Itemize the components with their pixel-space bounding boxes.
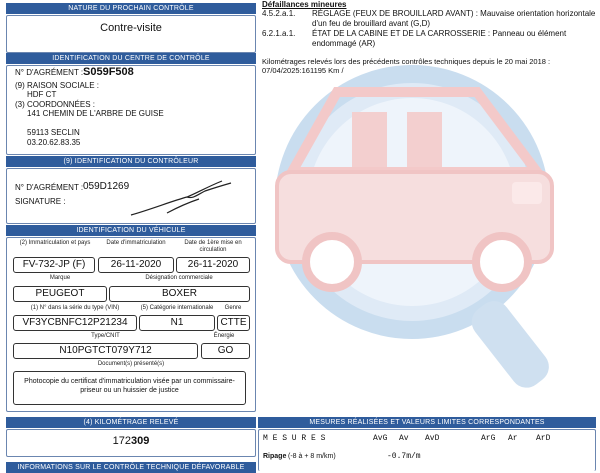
vin-label: (1) N° dans la série du type (VIN): [30, 305, 120, 311]
controleur-agrement-label: N° D'AGRÉMENT :: [15, 183, 84, 192]
marque-field: PEUGEOT: [13, 286, 107, 302]
col-avg: AvG: [373, 434, 388, 443]
vehicule-header: IDENTIFICATION DU VÉHICULE: [6, 225, 256, 236]
col-avd: AvD: [425, 434, 440, 443]
documents-label: Document(s) présenté(s): [97, 361, 165, 367]
energie-field: GO: [201, 343, 250, 359]
centre-agrement-label: N° D'AGRÉMENT :: [15, 68, 84, 77]
kilometrage-box: [6, 429, 256, 457]
ripage-range: (-8 à + 8 m/km): [288, 453, 336, 460]
kilometrage-header: (4) KILOMÉTRAGE RELEVÉ: [6, 417, 256, 428]
designation-field: BOXER: [109, 286, 250, 302]
categorie-label: (5) Catégorie internationale: [140, 305, 214, 311]
centre-header: IDENTIFICATION DU CENTRE DE CONTRÔLE: [6, 53, 256, 64]
next-control-header: NATURE DU PROCHAIN CONTRÔLE: [6, 3, 256, 14]
col-ard: ArD: [536, 434, 551, 443]
centre-coord-label: (3) COORDONNÉES :: [15, 100, 96, 109]
mesures-header: MESURES RÉALISÉES ET VALEURS LIMITES CORRESPONDANTES: [258, 417, 596, 428]
km-history-line2: 07/04/2025:161195 Km /: [262, 66, 344, 75]
centre-phone: 03.20.62.83.35: [27, 138, 81, 147]
defect-code: 4.5.2.a.1.: [262, 9, 296, 18]
km-history-line1: Kilométrages relevés lors des précédents contrôles techniques depuis le 20 mai 2018 :: [262, 57, 551, 66]
kilometrage-value: [7, 435, 255, 447]
signature-label: SIGNATURE :: [15, 197, 66, 206]
defect-text: RÉGLAGE (FEUX DE BROUILLARD AVANT) : Mauvaise orientation horizontale: [312, 9, 596, 18]
next-control-value: Contre-visite: [100, 22, 162, 34]
car-magnifier-watermark-icon: [262, 52, 592, 402]
designation-label: Désignation commerciale: [145, 275, 213, 281]
col-ar: Ar: [508, 434, 518, 443]
immat-field: FV-732-JP (F): [13, 257, 95, 273]
kilometrage-value-main: 172: [112, 435, 131, 447]
kilometrage-value-tail: 309: [131, 435, 150, 447]
centre-raison-label: (9) RAISON SOCIALE :: [15, 81, 100, 90]
centre-raison-value: HDF CT: [27, 90, 57, 99]
mesures-title: M E S U R E S: [263, 434, 326, 443]
next-control-box: [6, 15, 256, 53]
energie-label: Énergie: [213, 333, 235, 339]
vin-field: VF3YCBNFC12P21234: [13, 315, 137, 331]
col-av: Av: [399, 434, 409, 443]
centre-box: [6, 65, 256, 155]
mesures-box: [258, 429, 596, 471]
type-field: N10PGTCT079Y712: [13, 343, 198, 359]
defect-code: 6.2.1.a.1.: [262, 29, 296, 38]
genre-label: Genre: [224, 305, 242, 311]
date-circ-field: 26-11-2020: [176, 257, 250, 273]
defect-item-1: [262, 9, 596, 18]
marque-label: Marque: [49, 275, 71, 281]
col-arg: ArG: [481, 434, 496, 443]
date-immat-label: Date d'immatriculation: [106, 240, 166, 246]
signature-icon: [127, 175, 237, 219]
controleur-box: [6, 168, 256, 224]
defect-item-2: [262, 29, 596, 38]
ripage-label: Ripage: [263, 453, 287, 460]
immat-label: (2) Immatriculation et pays: [19, 240, 91, 246]
ripage-value: -0.7m/m: [387, 452, 421, 461]
documents-field: Photocopie du certificat d'immatriculation visée par un commissaire-priseur ou un huissier de justice: [13, 371, 246, 405]
centre-address2: 59113 SECLIN: [27, 128, 80, 137]
defect-item-2-line2: endommagé (AR): [312, 39, 376, 48]
date-circ-label: Date de 1ère mise en circulation: [184, 240, 242, 253]
defects-title: Défaillances mineures: [262, 0, 347, 9]
categorie-field: N1: [139, 315, 215, 331]
defect-text: ÉTAT DE LA CABINE ET DE LA CARROSSERIE : Panneau ou élément: [312, 29, 567, 38]
date-immat-field: 26-11-2020: [98, 257, 174, 273]
centre-agrement-value: S059F508: [83, 66, 134, 78]
defect-item-1-line2: d'un feu de brouillard avant (G,D): [312, 19, 431, 28]
defavorable-header: INFORMATIONS SUR LE CONTRÔLE TECHNIQUE DÉFAVORABLE: [6, 462, 256, 473]
centre-address1: 141 CHEMIN DE L'ARBRE DE GUISE: [27, 109, 164, 118]
type-label: Type/CNIT: [91, 333, 120, 339]
controleur-agrement-value: 059D1269: [83, 181, 130, 192]
genre-field: CTTE: [217, 315, 250, 331]
controleur-header: (9) IDENTIFICATION DU CONTRÔLEUR: [6, 156, 256, 167]
